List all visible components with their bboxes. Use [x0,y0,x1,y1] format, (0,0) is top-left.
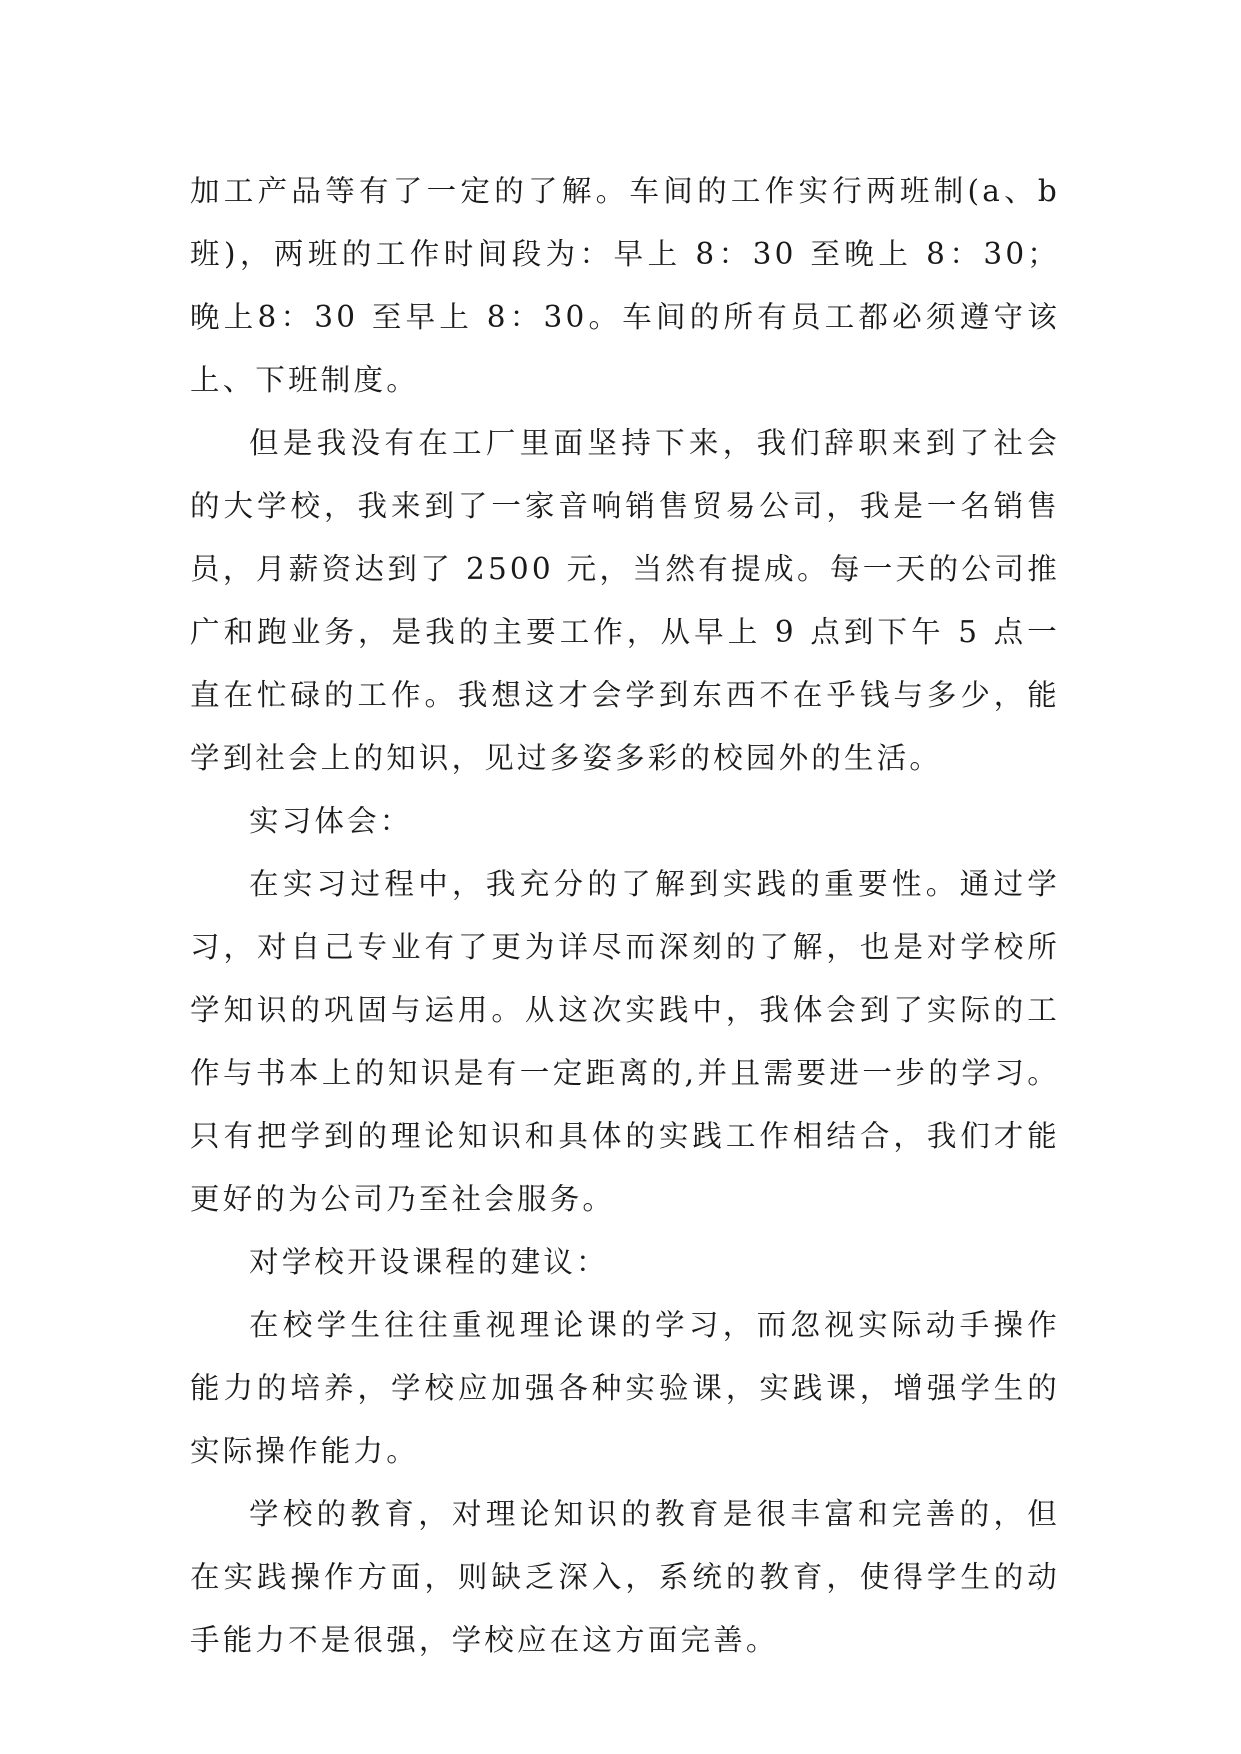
paragraph-2: 但是我没有在工厂里面坚持下来，我们辞职来到了社会的大学校，我来到了一家音响销售贸易公司，我是一名销售员，月薪资达到了 2500 元，当然有提成。每一天的公司推广和跑业务，是我的主要工作，从早上 9 点到下午 5 点一直在忙碌的工作。我想这才会学到东西不在乎钱与多少，能学到社会上的知识，见过多姿多彩的校园外的生活。 [190,426,1060,775]
paragraph-3: 在实习过程中，我充分的了解到实践的重要性。通过学习，对自己专业有了更为详尽而深刻的了解，也是对学校所学知识的巩固与运用。从这次实践中，我体会到了实际的工作与书本上的知识是有一定距离的,并且需要进一步的学习。只有把学到的理论知识和具体的实践工作相结合，我们才能更好的为公司乃至社会服务。 [190,867,1060,1216]
paragraph-5: 学校的教育，对理论知识的教育是很丰富和完善的，但在实践操作方面，则缺乏深入，系统的教育，使得学生的动手能力不是很强，学校应在这方面完善。 [190,1497,1060,1657]
section-heading-internship-experience: 实习体会： [249,804,413,838]
paragraph-4: 在校学生往往重视理论课的学习，而忽视实际动手操作能力的培养，学校应加强各种实验课，实践课，增强学生的实际操作能力。 [190,1308,1060,1468]
document-body [190,160,1060,1672]
section-heading-course-suggestions: 对学校开设课程的建议： [249,1245,609,1279]
paragraph-1: 加工产品等有了一定的了解。车间的工作实行两班制(a、b班)，两班的工作时间段为：早上 8：30 至晚上 8：30；晚上8：30 至早上 8：30。车间的所有员工都必须遵守该上、下班制度。 [190,174,1060,397]
